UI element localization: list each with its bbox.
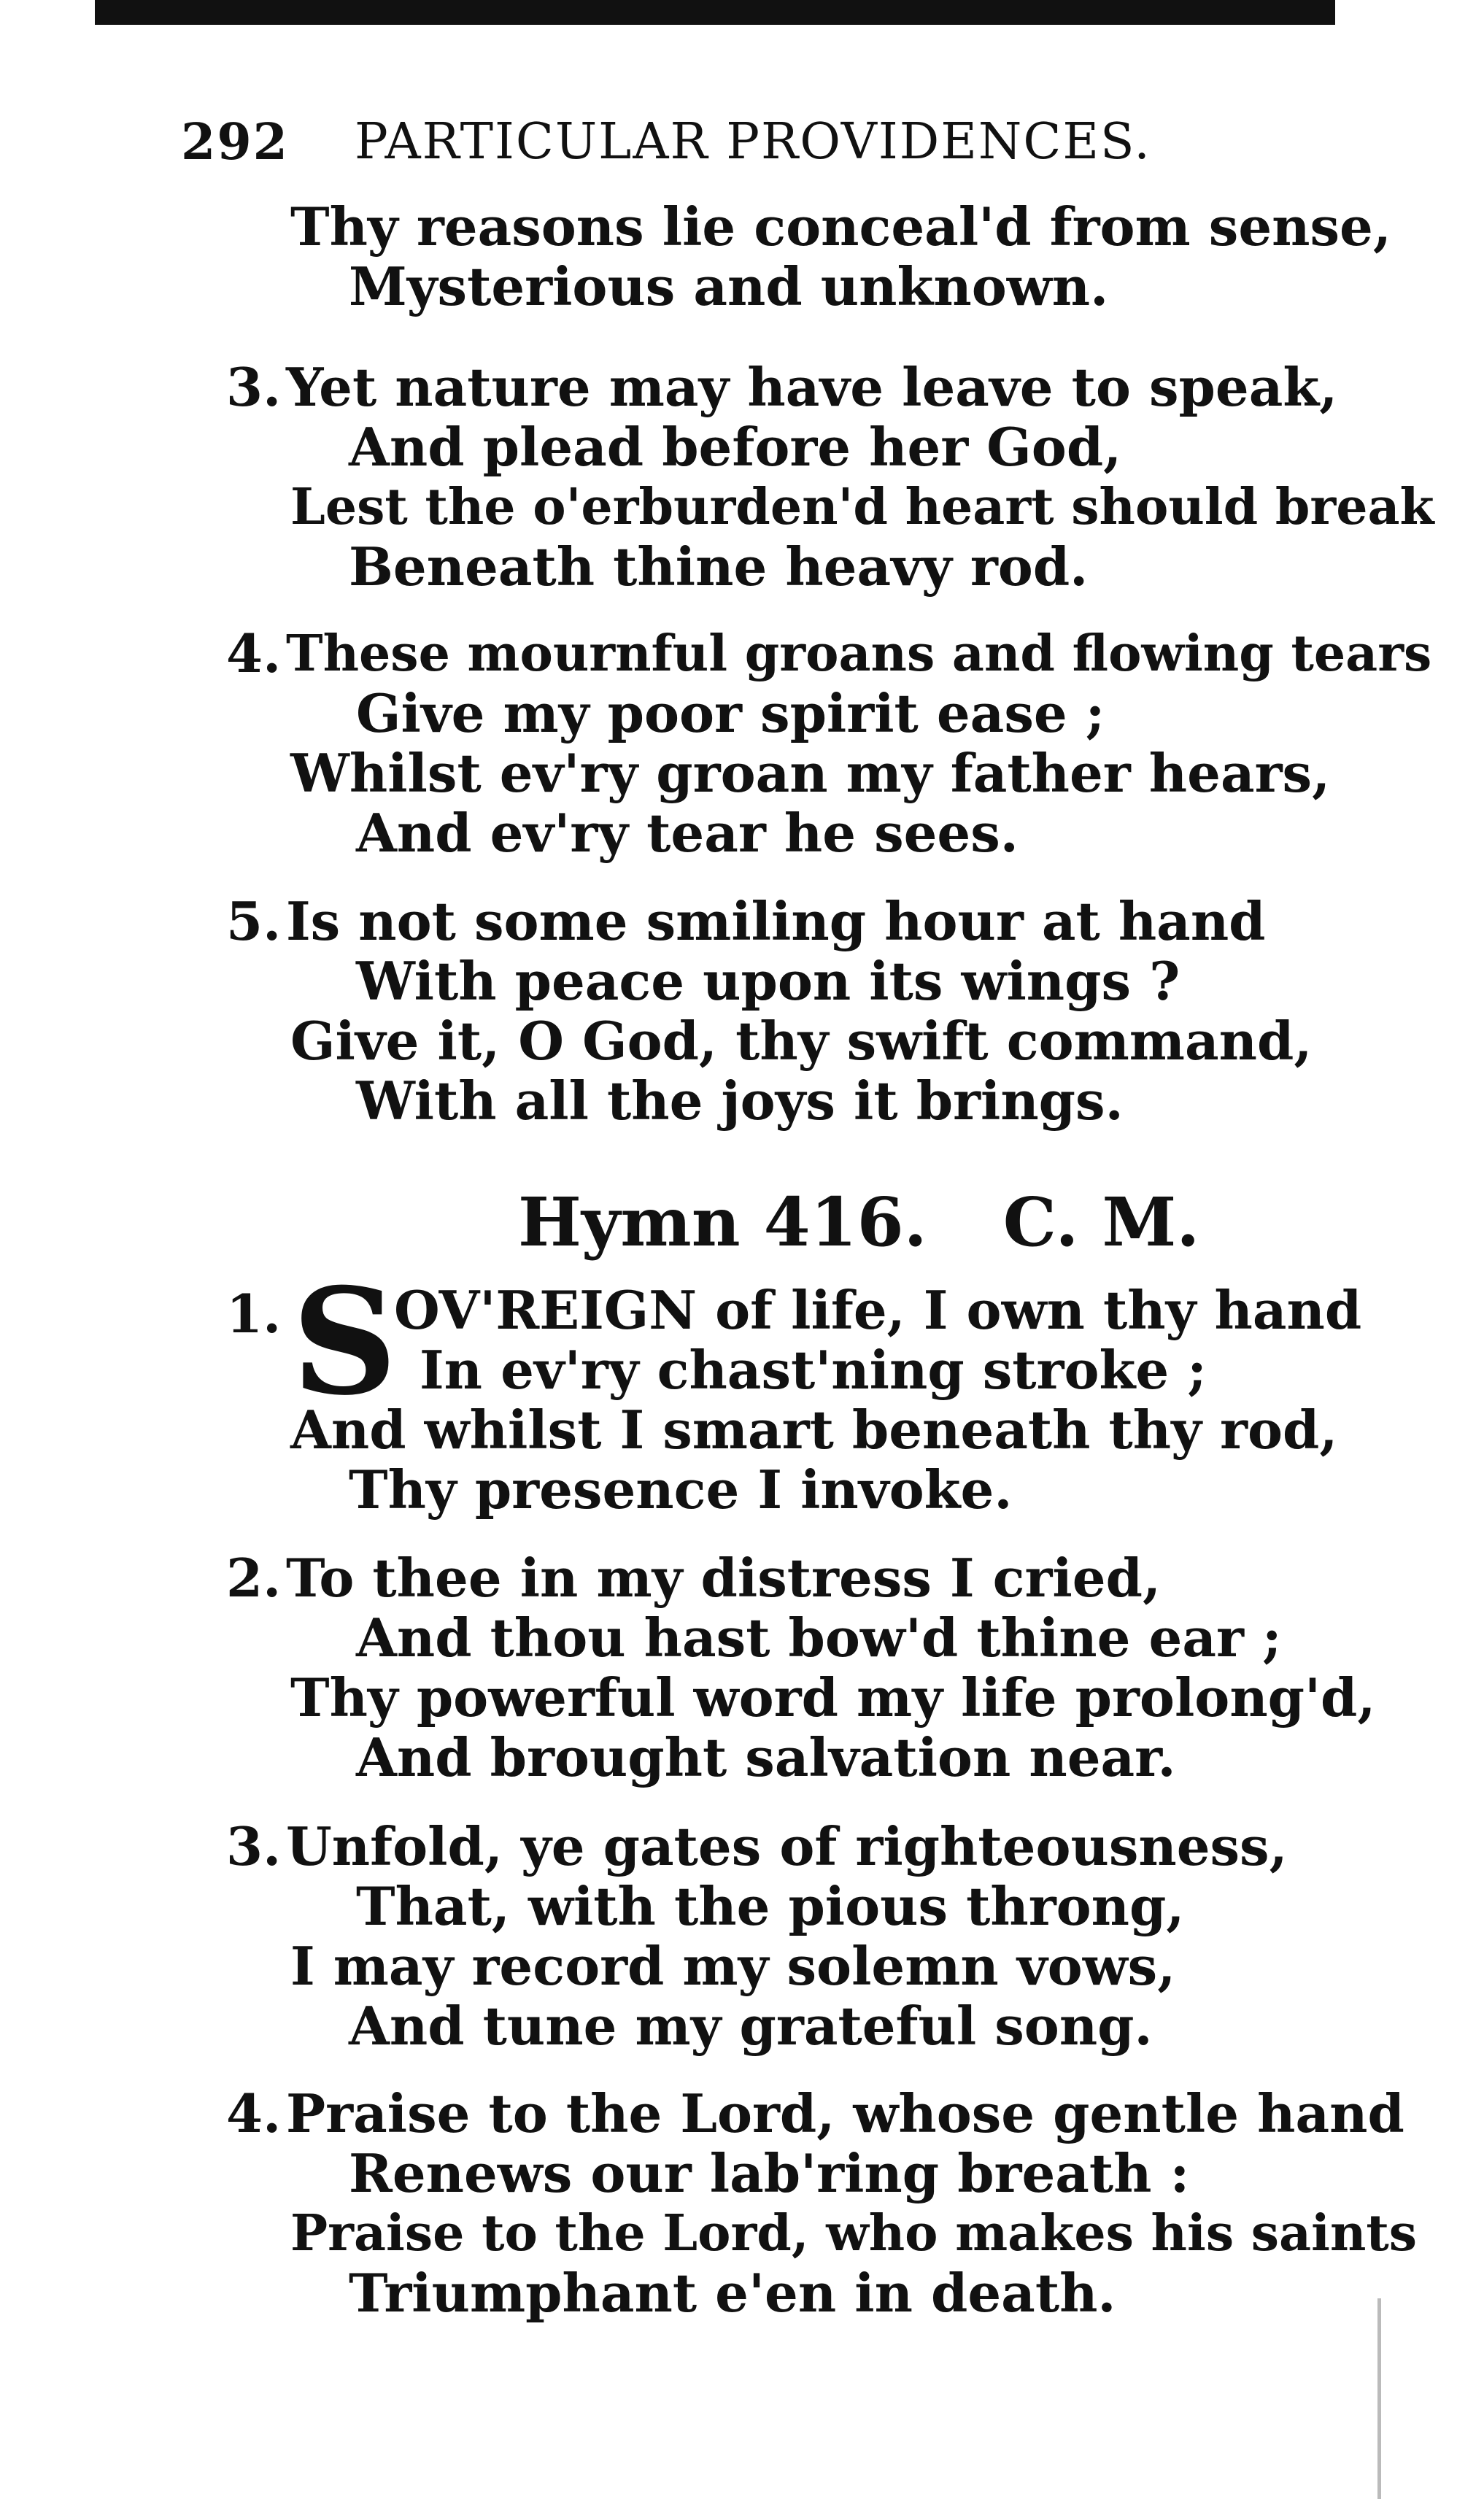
verse-line: And whilst I smart beneath thy rod, xyxy=(290,1399,1338,1461)
hymn-title xyxy=(518,1182,1199,1262)
verse-line: I may record my solemn vows, xyxy=(290,1935,1176,1997)
stanza-number: 4. xyxy=(226,622,282,684)
verse-line: That, with the pious throng, xyxy=(356,1875,1185,1937)
drop-cap: S xyxy=(292,1256,398,1428)
verse-line: Thy powerful word my life prolong'd, xyxy=(290,1666,1376,1729)
verse-line: With peace upon its wings ? xyxy=(356,950,1180,1012)
verse-line: Triumphant e'en in death. xyxy=(349,2262,1116,2324)
verse-line: And ev'ry tear he sees. xyxy=(356,802,1019,864)
verse-line: Thy reasons lie conceal'd from sense, xyxy=(290,196,1391,258)
verse-line: Yet nature may have leave to speak, xyxy=(286,356,1338,418)
stanza-number: 4. xyxy=(226,2082,282,2144)
verse-line: Mysterious and unknown. xyxy=(349,255,1109,317)
verse-line: In ev'ry chast'ning stroke ; xyxy=(420,1339,1207,1401)
stanza-number: 3. xyxy=(226,1815,282,1877)
hymn-number: Hymn 416. xyxy=(518,1183,927,1262)
verse-line: Is not some smiling hour at hand xyxy=(286,890,1266,952)
verse-line: And plead before her God, xyxy=(349,416,1122,478)
top-rule xyxy=(95,0,1335,25)
verse-line: Whilst ev'ry groan my father hears, xyxy=(290,742,1331,804)
stanza-number: 1. xyxy=(226,1283,282,1345)
verse-line: Give it, O God, thy swift command, xyxy=(290,1010,1313,1072)
verse-line: To thee in my distress I cried, xyxy=(286,1547,1162,1609)
verse-line: Praise to the Lord, who makes his saints xyxy=(290,2204,1418,2263)
verse-line: Praise to the Lord, whose gentle hand xyxy=(286,2082,1404,2144)
verse-line: Lest the o'erburden'd heart should break xyxy=(290,478,1434,536)
verse-line: And brought salvation near. xyxy=(356,1726,1176,1788)
stanza-number: 3. xyxy=(226,356,282,418)
stanza-number: 5. xyxy=(226,890,282,952)
verse-line: OV'REIGN of life, I own thy hand xyxy=(394,1279,1362,1341)
verse-line: With all the joys it brings. xyxy=(356,1070,1124,1132)
verse-line: Renews our lab'ring breath : xyxy=(349,2142,1190,2204)
stanza-number: 2. xyxy=(226,1547,282,1609)
hymn-meter: C. M. xyxy=(1002,1183,1200,1262)
running-title: PARTICULAR PROVIDENCES. xyxy=(355,113,1151,171)
verse-line: And thou hast bow'd thine ear ; xyxy=(356,1607,1282,1669)
verse-line: Give my poor spirit ease ; xyxy=(356,682,1105,744)
page-number: 292 xyxy=(181,113,289,171)
verse-line: And tune my grateful song. xyxy=(349,1995,1153,2057)
running-header xyxy=(181,109,1348,175)
verse-line: Thy presence I invoke. xyxy=(349,1459,1013,1521)
margin-line xyxy=(1377,2298,1381,2499)
verse-line: Unfold, ye gates of righteousness, xyxy=(286,1815,1288,1877)
verse-line: These mournful groans and flowing tears xyxy=(286,625,1432,683)
verse-line: Beneath thine heavy rod. xyxy=(349,536,1089,598)
